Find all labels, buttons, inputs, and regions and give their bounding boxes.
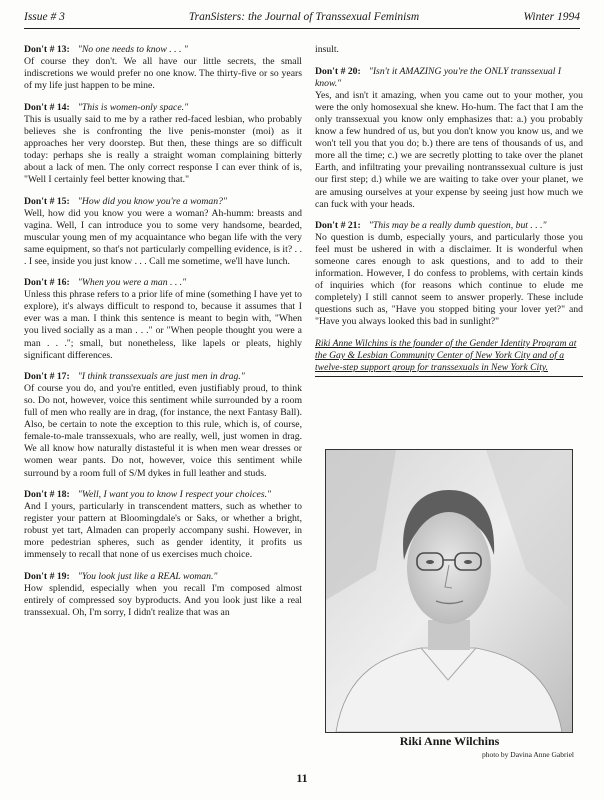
issue-number: Issue # 3 xyxy=(24,11,65,23)
dont-body: This is usually said to me by a rather red-faced lesbian, who probably believes she is confronting the live penis-monster (moi) as it approaches her very doorstep. But then, these things are so difficult today: perhaps she is really a straight woman complaining bitterly about a lack of men. The only correct response I can ever think of is, "Well I certainly feel better knowing that." xyxy=(24,113,302,185)
portrait-illustration xyxy=(326,450,572,732)
dont-15 xyxy=(24,196,302,268)
caption-name: Riki Anne Wilchins xyxy=(399,734,500,748)
dont-16 xyxy=(24,277,302,361)
issue-date: Winter 1994 xyxy=(523,11,580,23)
dont-quote: "This is women-only space." xyxy=(77,101,189,113)
dont-number: Don't # 13: xyxy=(24,44,70,55)
dont-body: And I yours, particularly in transcendent matters, such as whether to register your pattern at Bloomingdale's or Saks, or whether a bright, robust yet tart, Almaden can properly accompany sushi. However, in more pedestrian spheres, such as gender identity, it profits us immensely to recall that none of us exercises much choice. xyxy=(24,501,302,561)
left-column xyxy=(24,44,302,629)
dont-number: Don't # 14: xyxy=(24,101,70,113)
continued-text: insult. xyxy=(315,44,339,55)
dont-quote: "I think transsexuals are just men in drag." xyxy=(77,371,245,383)
dont-body: Well, how did you know you were a woman? Ah-humm: breasts and vagina. Well, I can introduce you to some very handsome, bearded, muscular young men of my acquaintance who began life with the very same equipment, so that's not particularly compelling evidence, is it? . . . I see, inside you just know . . . Call me sometime, we'll have lunch. xyxy=(24,207,302,267)
running-header xyxy=(24,8,580,30)
page-number: 11 xyxy=(296,771,308,785)
dont-quote: "Well, I want you to know I respect your choices." xyxy=(77,489,272,501)
dont-quote: "When you were a man . . ." xyxy=(77,277,187,289)
journal-title: TranSisters: the Journal of Transsexual Feminism xyxy=(188,11,420,23)
dont-number: Don't # 21: xyxy=(315,220,361,232)
dont-body: How splendid, especially when you recall I'm composed almost entirely of compressed soy byproducts. And you look just like a real transsexual. Oh, I'm sorry, I didn't realize that was an xyxy=(24,582,302,618)
photo-caption xyxy=(325,734,574,759)
dont-number: Don't # 17: xyxy=(24,371,70,383)
dont-14 xyxy=(24,102,302,186)
bio-rule xyxy=(315,376,583,377)
dont-number: Don't # 16: xyxy=(24,277,70,289)
dont-13 xyxy=(24,44,302,92)
dont-quote: "No one needs to know . . . " xyxy=(77,44,188,55)
dont-number: Don't # 20: xyxy=(315,66,361,78)
dont-20 xyxy=(315,66,583,211)
dont-quote: "How did you know you're a woman?" xyxy=(77,195,227,207)
dont-19 xyxy=(24,571,302,619)
dont-number: Don't # 19: xyxy=(24,570,70,582)
author-bio: Riki Anne Wilchins is the founder of the Gender Identity Program at the Gay & Lesbian Community Center of New York City and of a twelve-step support group for transsexuals in New York City. xyxy=(315,338,577,374)
dont-18 xyxy=(24,489,302,561)
author-photo xyxy=(325,449,573,733)
dont-body: No question is dumb, especially yours, and particularly those you feel must be ushered in with a disclaimer. It is wonderful when someone cares enough to ask questions, and to add to their information. However, I do confess to problems, with certain kinds of inquiries which (for reasons which continue to elude me completely) I still cannot seem to answer properly. These include questions such as, "Have you stopped biting your lover yet?" and "Have you always looked this bad in sunlight?" xyxy=(315,232,583,328)
dont-body: Of course they don't. We all have our little secrets, the small indiscretions we would prefer no one know. The thirty-five or so years of my life just happen to be mine. xyxy=(24,56,302,92)
dont-body: Yes, and isn't it amazing, when you came out to your mother, you were the only homosexual she knew. Ho-hum. The fact that I am the only transsexual you know only emphasizes that: a.) you probably know a few hundred of us, but you don't know you know us, and we won't tell you that you do; b.) there are tens of thousands of us, and more all the time; c.) we are secretly plotting to take over the planet Earth, and infiltrating your prevailing nontranssexual culture is just our first step; d.) while we are waiting to take over your planet, we are amusing ourselves at your expense by seeing just how much we can fuck with your heads. xyxy=(315,90,583,210)
dont-quote: "Isn't it AMAZING you're the ONLY transsexual I know." xyxy=(315,66,562,90)
photo-credit: photo by Davina Anne Gabriel xyxy=(481,750,574,759)
right-column xyxy=(315,44,583,377)
dont-17 xyxy=(24,371,302,479)
header-rule xyxy=(24,28,580,29)
dont-body: Of course you do, and you're entitled, even justifiably proud, to think so. Do not, however, voice this sentiment while surrounded by a room full of men who really are in drag, (for instance, the next Fantasy Ball). Also, be certain to note the exception to this rule, which is, of course, female-to-male transsexuals, who are really, well, just women in drag. We all know how naturally distasteful it is when men wear dresses or women wear pants. Do not, however, voice this sentiment while surround by a room full of S/M dykes in full leather and studs. xyxy=(24,383,302,479)
dont-body: Unless this phrase refers to a prior life of mine (something I have yet to explore), it's always difficult to respond to, because it assumes that I ever was a man. I think this sentence is meant to begin with, "When you lived socially as a man . . ." or "When people thought you were a man . . ."; small, but nonetheless, like lapels or pleats, highly significant differences. xyxy=(24,289,302,361)
dont-quote: "You look just like a REAL woman." xyxy=(77,570,218,582)
dont-number: Don't # 15: xyxy=(24,195,70,207)
dont-number: Don't # 18: xyxy=(24,489,70,501)
dont-21 xyxy=(315,220,583,328)
dont-quote: "This may be a really dumb question, but . . ." xyxy=(368,220,547,232)
